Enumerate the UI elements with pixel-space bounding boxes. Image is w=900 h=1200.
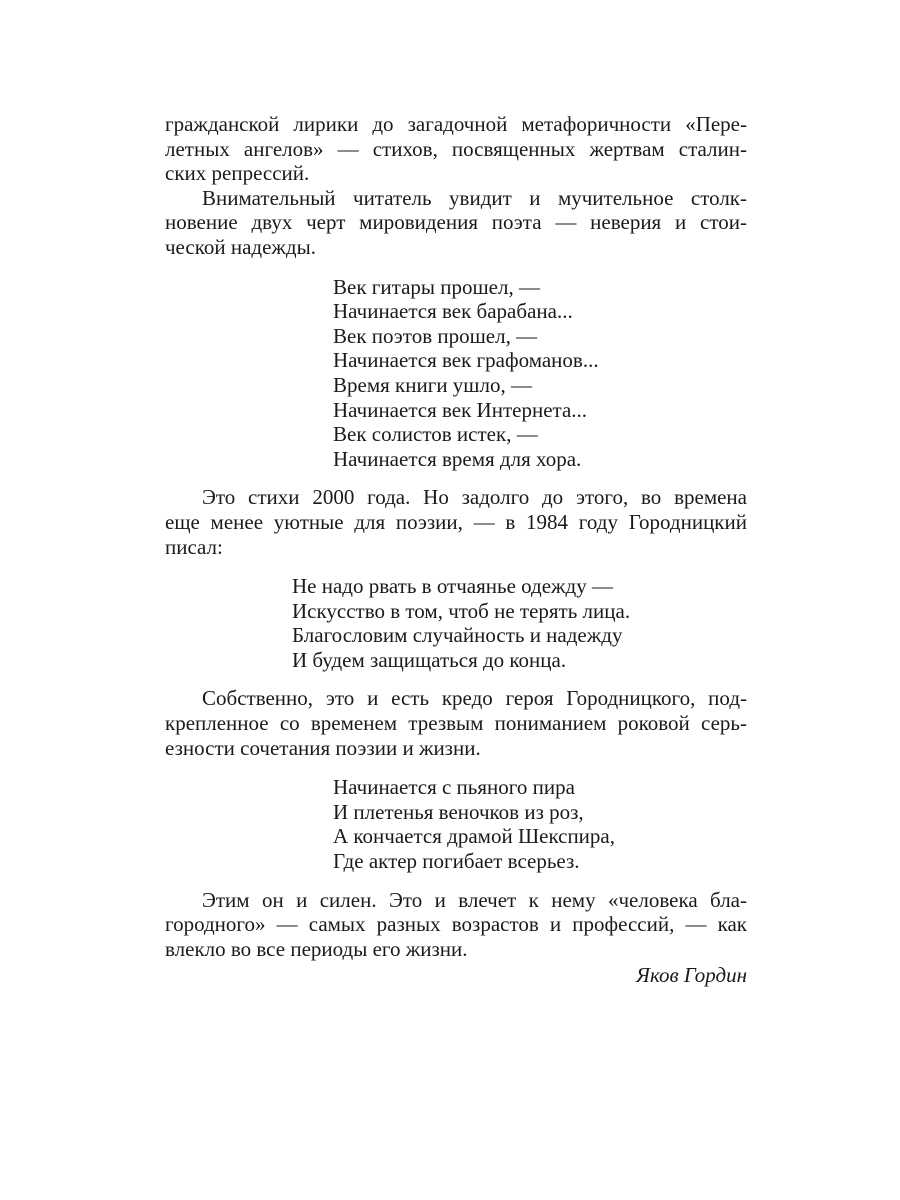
text-line: городного» — самых разных возрастов и профессий, — как [165, 912, 747, 937]
text-line: еще менее уютные для поэзии, — в 1984 году Городницкий [165, 509, 747, 534]
text-line: Внимательный читатель увидит и мучительное столк- [202, 185, 747, 210]
verse-line: Где актер погибает всерьез. [333, 849, 580, 874]
verse-line: Начинается век графоманов... [333, 348, 599, 373]
text-line: ских репрессий. [165, 161, 310, 186]
text-line: писал: [165, 534, 223, 559]
verse-line: Начинается время для хора. [333, 446, 582, 471]
paragraph [165, 888, 747, 962]
verse-line: И плетенья веночков из роз, [333, 799, 584, 824]
verse-line: Время книги ушло, — [333, 372, 532, 397]
text-line: крепленное со временем трезвым пониманием роковой серь- [165, 711, 747, 736]
verse-block [165, 574, 747, 672]
author-signature: Яков Гордин [636, 963, 747, 988]
paragraph [165, 112, 747, 186]
verse-line: Начинается с пьяного пира [333, 775, 575, 800]
verse-block [165, 775, 747, 873]
text-line: летных ангелов» — стихов, посвященных жертвам сталин- [165, 136, 747, 161]
paragraph [165, 485, 747, 559]
verse-line: Век поэтов прошел, — [333, 323, 538, 348]
text-line: Это стихи 2000 года. Но задолго до этого, во времена [202, 485, 747, 510]
text-line: Этим он и силен. Это и влечет к нему «человека бла- [202, 887, 747, 912]
paragraph [165, 686, 747, 760]
verse-line: А кончается драмой Шекспира, [333, 824, 615, 849]
verse-line: Благословим случайность и надежду [292, 623, 623, 648]
page-body [165, 112, 747, 988]
verse-line: Век солистов истек, — [333, 422, 538, 447]
text-line: гражданской лирики до загадочной метафоричности «Пере- [165, 112, 747, 136]
text-line: новение двух черт мировидения поэта — неверия и стои- [165, 210, 747, 235]
verse-line: Век гитары прошел, — [333, 274, 540, 299]
verse-line: Искусство в том, чтоб не терять лица. [292, 598, 631, 623]
verse-line: Не надо рвать в отчаянье одежду — [292, 574, 613, 599]
verse-line: Начинается век Интернета... [333, 397, 588, 422]
verse-block [165, 275, 747, 472]
text-line: ческой надежды. [165, 234, 316, 259]
text-line: влекло во все периоды его жизни. [165, 936, 468, 961]
verse-line: И будем защищаться до конца. [292, 647, 567, 672]
text-line: Собственно, это и есть кредо героя Городницкого, под- [202, 686, 747, 711]
text-line: езности сочетания поэзии и жизни. [165, 735, 481, 760]
verse-line: Начинается век барабана... [333, 299, 573, 324]
paragraph [165, 186, 747, 260]
